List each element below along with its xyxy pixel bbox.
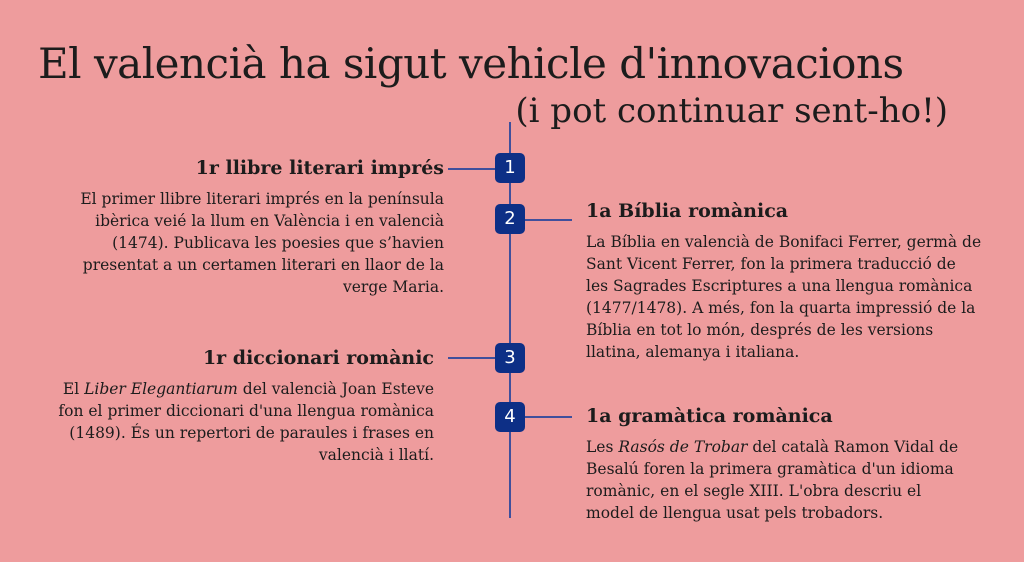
- page-subtitle: (i pot continuar sent-ho!): [515, 91, 948, 131]
- number-badge-1: 1: [495, 153, 525, 183]
- item-heading-4: 1a gramàtica romànica: [586, 405, 833, 427]
- item-text-2: La Bíblia en valencià de Bonifaci Ferrer, germà de Sant Vicent Ferrer, fon la primera traducció de les Sagrades Escriptures a una llengua romànica (1477/1478). A més, fon la quarta impressió de la Bíblia en tot lo món, després de les versions llatina, alemanya i italiana.: [586, 233, 982, 361]
- item-text-3: El Liber Elegantiarum del valencià Joan Esteve fon el primer diccionari d'una llengua romànica (1489). És un repertori de paraules i frases en valencià i llatí.: [58, 380, 434, 464]
- book-title-rasos: Rasós de Trobar: [618, 438, 748, 456]
- item-heading-2: 1a Bíblia romànica: [586, 200, 789, 222]
- connector-1: [448, 168, 496, 170]
- connector-3: [448, 357, 496, 359]
- item-heading-3: 1r diccionari romànic: [202, 347, 434, 369]
- item-heading-1: 1r llibre literari imprés: [195, 157, 444, 179]
- connector-4: [524, 416, 572, 418]
- book-title-liber: Liber Elegantiarum: [84, 380, 238, 398]
- connector-2: [524, 219, 572, 221]
- number-badge-3: 3: [495, 343, 525, 373]
- number-badge-4: 4: [495, 402, 525, 432]
- item-text-1: El primer llibre literari imprés en la península ibèrica veié la llum en València i en valencià (1474). Publicava les poesies que s’havien presentat a un certamen literari en llaor de la verge Maria.: [80, 190, 444, 296]
- item-text-4: Les Rasós de Trobar del català Ramon Vidal de Besalú foren la primera gramàtica d'un idioma romànic, en el segle XIII. L'obra descriu el model de llengua usat pels trobadors.: [586, 438, 959, 522]
- number-badge-2: 2: [495, 204, 525, 234]
- page-title: El valencià ha sigut vehicle d'innovacions: [38, 39, 904, 88]
